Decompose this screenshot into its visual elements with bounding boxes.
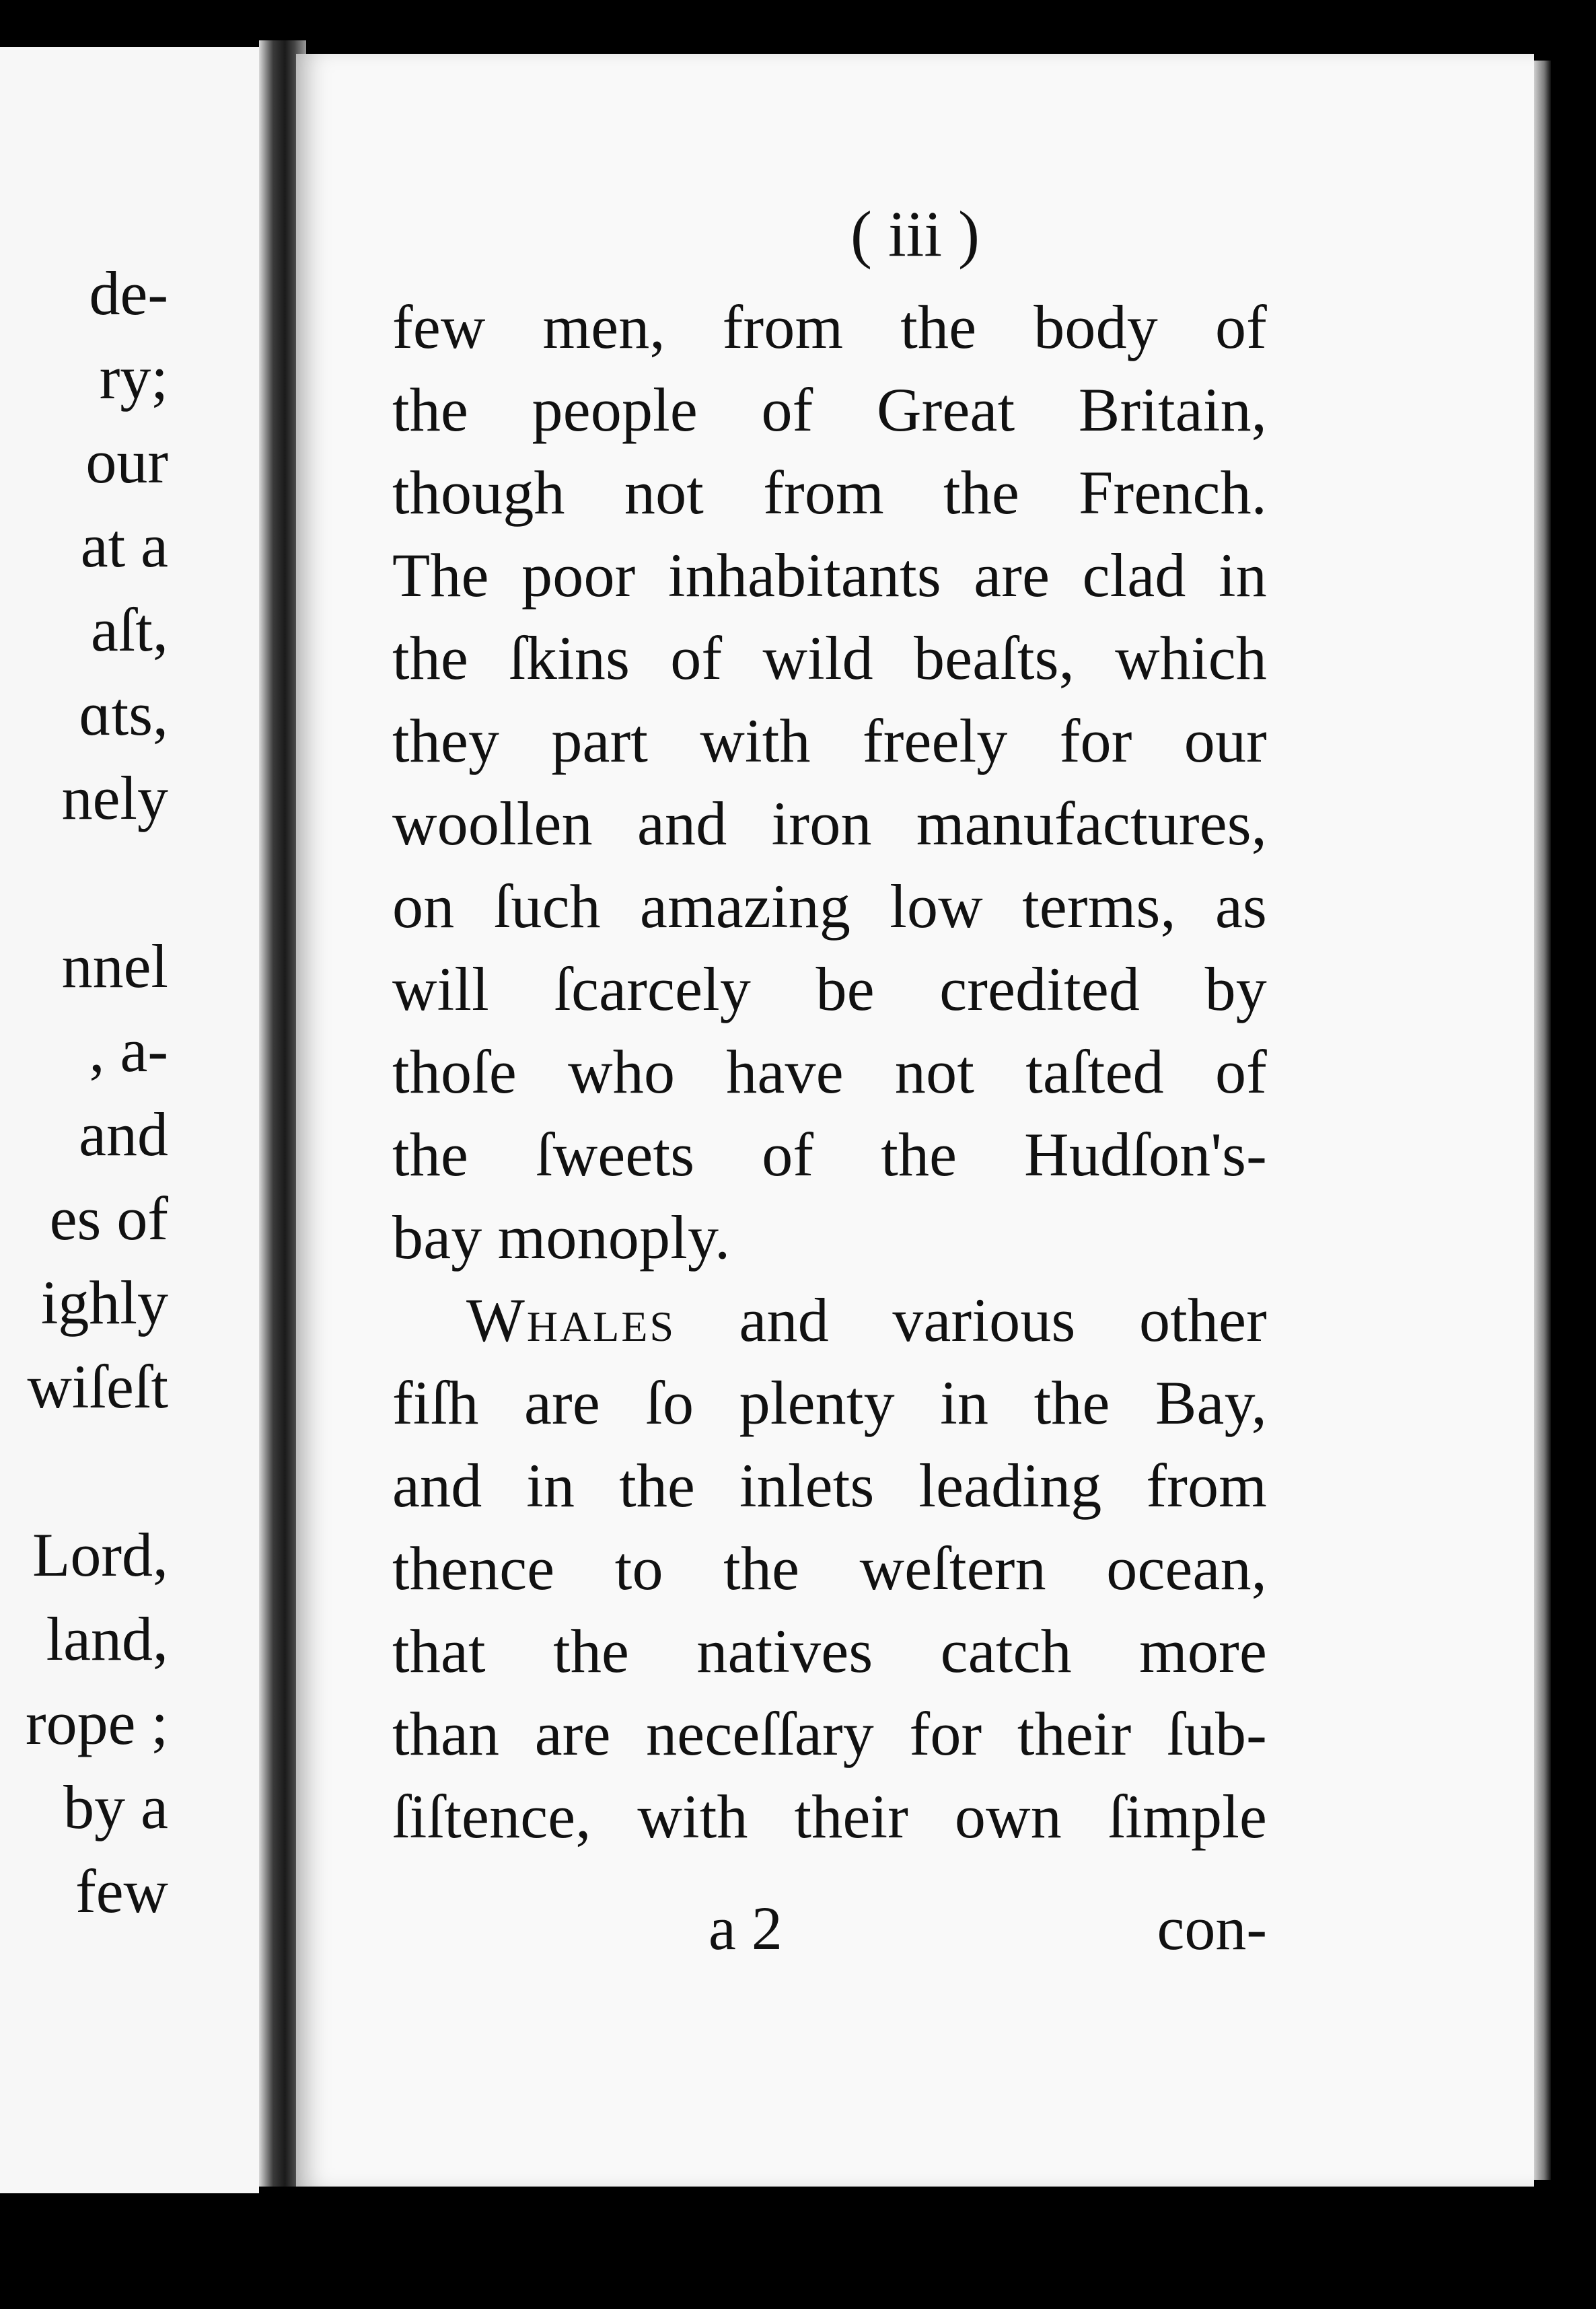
text-line: woollen and iron manufactures, bbox=[392, 789, 1267, 858]
text-line: thoſe who have not taſted of bbox=[392, 1037, 1267, 1106]
text-line: the ſweets of the Hudſon's- bbox=[392, 1120, 1267, 1189]
left-page-fragment: few bbox=[75, 1857, 168, 1926]
text-line: the ſkins of wild beaſts, which bbox=[392, 624, 1267, 692]
left-facing-page bbox=[0, 47, 259, 2193]
left-page-fragment: Lord, bbox=[32, 1520, 168, 1589]
text-line: on ſuch amazing low terms, as bbox=[392, 872, 1267, 941]
text-line: and in the inlets leading from bbox=[392, 1451, 1267, 1520]
text-line: thence to the weſtern ocean, bbox=[392, 1534, 1267, 1603]
paragraph-lead-word: Whales bbox=[466, 1286, 676, 1354]
left-page-fragment: aſt, bbox=[91, 595, 168, 664]
left-page-fragment: rope ; bbox=[25, 1689, 168, 1757]
running-head-page-number: ( iii ) bbox=[850, 198, 980, 270]
page-edge bbox=[1534, 61, 1551, 2180]
scan-background bbox=[0, 2193, 1596, 2309]
left-page-fragment: es of bbox=[49, 1184, 168, 1253]
left-page-fragment: nnel bbox=[61, 932, 168, 1000]
left-page-fragment: ɑts, bbox=[79, 680, 168, 748]
signature-mark: a 2 bbox=[709, 1894, 783, 1963]
left-page-fragment: de- bbox=[89, 259, 168, 328]
paragraph-start-line bbox=[392, 1279, 1267, 1362]
page-footer bbox=[392, 1887, 1267, 1970]
text-line: that the natives catch more bbox=[392, 1617, 1267, 1685]
text-line: than are neceſſary for their ſub- bbox=[392, 1699, 1267, 1768]
body-text bbox=[392, 286, 1267, 1858]
left-page-fragment: ry; bbox=[99, 343, 168, 412]
text-line: The poor inhabitants are clad in bbox=[392, 541, 1267, 610]
left-page-fragment: at a bbox=[80, 511, 168, 580]
left-page-fragment: our bbox=[85, 427, 168, 496]
left-page-fragment: , a- bbox=[89, 1016, 168, 1085]
left-page-text-fragments bbox=[0, 47, 168, 2193]
text-line: will ſcarcely be credited by bbox=[392, 955, 1267, 1023]
text-line: they part with freely for our bbox=[392, 706, 1267, 775]
text-line: fiſh are ſo plenty in the Bay, bbox=[392, 1368, 1267, 1437]
left-page-fragment: wiſeſt bbox=[27, 1352, 168, 1421]
left-page-fragment: nely bbox=[61, 764, 168, 832]
left-page-fragment: by a bbox=[63, 1773, 168, 1841]
text-line: ſiſtence, with their own ſimple bbox=[392, 1782, 1267, 1851]
text-line: few men, from the body of bbox=[392, 293, 1267, 361]
catchword: con- bbox=[1157, 1894, 1267, 1963]
left-page-fragment: and bbox=[79, 1100, 168, 1169]
text-line: bay monoply. bbox=[392, 1203, 731, 1272]
left-page-fragment: land, bbox=[46, 1605, 168, 1673]
text-line: the people of Great Britain, bbox=[392, 375, 1267, 444]
text-fragment: and various other bbox=[676, 1286, 1267, 1354]
left-page-fragment: ighly bbox=[40, 1268, 168, 1337]
text-line: though not from the French. bbox=[392, 458, 1267, 527]
